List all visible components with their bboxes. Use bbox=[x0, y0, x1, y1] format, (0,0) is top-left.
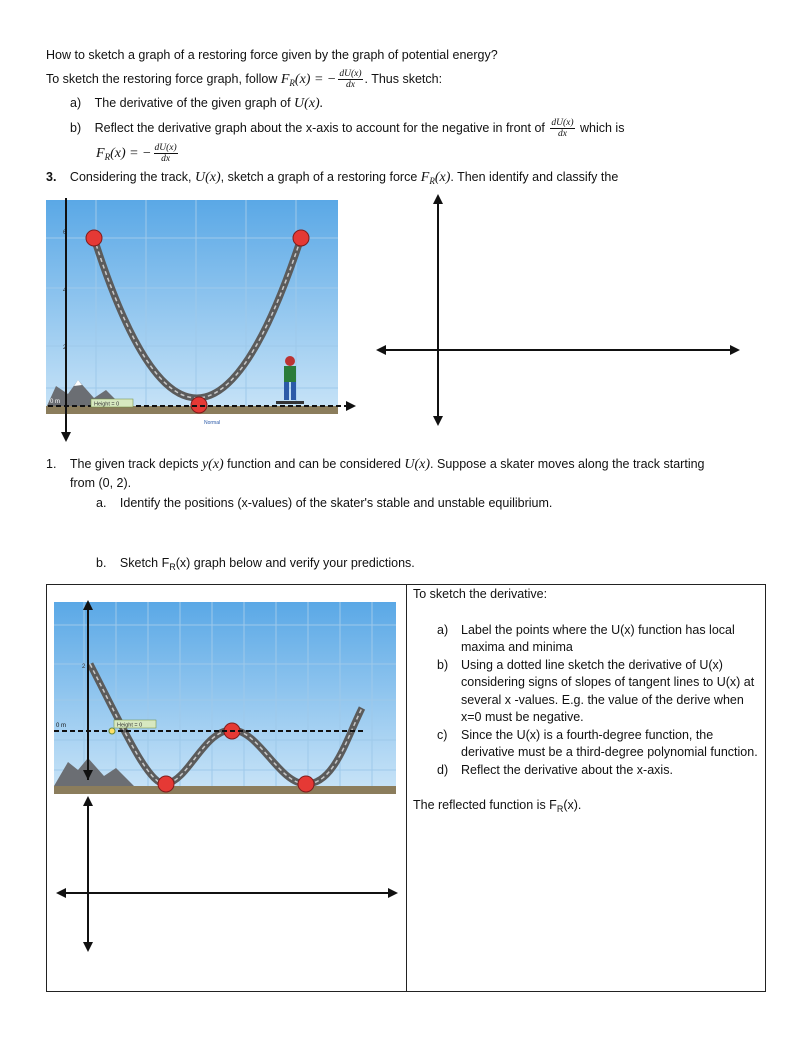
blank-axes-1-up-arrow bbox=[433, 194, 443, 204]
question-1 bbox=[46, 457, 705, 473]
blank-axes-1-down-arrow bbox=[433, 416, 443, 426]
notes-item-c bbox=[437, 727, 759, 762]
q1a-text: Identify the positions (x-values) of the skater's stable and unstable equilibrium. bbox=[119, 496, 553, 510]
q1b-marker: b. bbox=[96, 556, 107, 570]
intro-question bbox=[46, 48, 498, 62]
track-2-left-min bbox=[158, 776, 174, 792]
q1b-text-pre: Sketch F bbox=[119, 556, 170, 570]
notes-footer bbox=[413, 797, 759, 819]
q1-number: 1. bbox=[46, 457, 57, 471]
track-1-image bbox=[46, 198, 356, 442]
q3-text-post: . Then identify and classify the bbox=[450, 170, 619, 184]
display-fraction: $\frac{dU(x)}{dx}$ bbox=[154, 143, 177, 164]
item-b-post: which is bbox=[576, 120, 625, 135]
track-1-x-arrowhead bbox=[346, 401, 356, 411]
intro-line2-post: . Thus sketch: bbox=[364, 71, 443, 86]
question-1a bbox=[96, 496, 552, 510]
blank-axes-2-right-arrow bbox=[388, 888, 398, 898]
reference-marker bbox=[109, 728, 115, 734]
blank-axes-2-left-arrow bbox=[56, 888, 66, 898]
q3-text-pre: Considering the track, bbox=[69, 170, 195, 184]
item-a-marker: a) bbox=[70, 96, 82, 110]
notes-item-a-marker: a) bbox=[437, 622, 449, 637]
intro-formula-display bbox=[96, 143, 180, 164]
intro-item-a bbox=[70, 96, 323, 112]
zero-m-label-2: 0 m bbox=[56, 723, 67, 729]
q1-ux: U(x) bbox=[404, 457, 431, 472]
y-tick-2-label: 2 bbox=[82, 664, 86, 670]
track-1-y-arrowhead bbox=[61, 432, 71, 442]
intro-question-text: How to sketch a graph of a restoring force given by the graph of potential energy? bbox=[46, 48, 498, 62]
formula-fraction: $\frac{dU(x)}{dx}$ bbox=[339, 69, 362, 90]
intro-formula-line bbox=[46, 69, 442, 90]
item-b-marker: b) bbox=[70, 120, 82, 135]
notes-footer-pre: The reflected function is F bbox=[413, 798, 557, 812]
notes-item-c-marker: c) bbox=[437, 727, 448, 742]
box-divider bbox=[406, 584, 407, 992]
blank-axes-1-right-arrow bbox=[730, 345, 740, 355]
blank-axes-1 bbox=[376, 194, 740, 426]
notes-item-b-marker: b) bbox=[437, 657, 449, 672]
q1-text-mid: function and can be considered bbox=[223, 457, 405, 471]
q1-text-post: . Suppose a skater moves along the track starting bbox=[430, 457, 705, 471]
q1a-marker: a. bbox=[96, 496, 107, 510]
q3-text-mid: , sketch a graph of a restoring force bbox=[220, 170, 421, 184]
q1-text-pre: The given track depicts bbox=[69, 457, 202, 471]
item-b-fraction: $\frac{dU(x)}{dx}$ bbox=[551, 118, 574, 139]
track-1-left-control bbox=[86, 230, 102, 246]
notes-footer-post: (x). bbox=[563, 798, 582, 812]
notes-footer-sub: R bbox=[556, 804, 564, 814]
question-1b bbox=[96, 556, 415, 572]
q3-ux: U(x) bbox=[194, 170, 221, 185]
question-1-line2 bbox=[70, 476, 131, 490]
notes-heading: To sketch the derivative: bbox=[413, 587, 548, 601]
blank-axes-2-up-arrow bbox=[83, 796, 93, 806]
notes-item-a-text: Label the points where the U(x) function has local maxima and minima bbox=[461, 622, 735, 654]
derivative-notes bbox=[413, 586, 759, 819]
q3-fr: $F_R(x)$ bbox=[420, 170, 451, 186]
item-a-math: U(x). bbox=[294, 96, 324, 111]
item-a-text: The derivative of the given graph of bbox=[94, 96, 295, 110]
blank-axes-2-down-arrow bbox=[83, 942, 93, 952]
y-tick-4: 4 bbox=[63, 288, 67, 294]
y-tick-2: 2 bbox=[63, 345, 67, 351]
notes-item-b-text: Using a dotted line sketch the derivative of U(x) considering signs of slopes of tangent lines to U(x) at several x -values. E.g. the value of the derive when x=0 must be negative. bbox=[461, 657, 755, 724]
y-tick-6: 6 bbox=[63, 230, 67, 236]
blank-axes-1-left-arrow bbox=[376, 345, 386, 355]
track-2-image bbox=[54, 600, 396, 796]
track-2-right-min bbox=[298, 776, 314, 792]
intro-line2-pre: To sketch the restoring force graph, follow bbox=[46, 71, 281, 86]
item-b-text: Reflect the derivative graph about the x-axis to account for the negative in front of bbox=[94, 120, 549, 135]
notes-item-a bbox=[437, 622, 759, 657]
track-1-right-control bbox=[293, 230, 309, 246]
normal-label: Normal bbox=[204, 420, 221, 426]
display-lhs: $F_R(x)$ = − bbox=[96, 145, 152, 162]
q3-number: 3. bbox=[46, 170, 57, 184]
formula-lhs: $F_R(x)$ = − bbox=[280, 71, 337, 88]
height-label: Height = 0 bbox=[94, 401, 120, 408]
question-3 bbox=[46, 170, 618, 186]
zero-m-label: 0 m bbox=[50, 399, 61, 405]
intro-item-b bbox=[70, 118, 624, 139]
notes-item-d-marker: d) bbox=[437, 762, 449, 777]
blank-axes-2 bbox=[56, 796, 398, 952]
notes-item-d-text: Reflect the derivative about the x-axis. bbox=[461, 762, 673, 777]
q1b-sub: R bbox=[169, 562, 176, 572]
q1-line2: from (0, 2). bbox=[70, 476, 132, 490]
notes-list bbox=[413, 622, 759, 780]
q1-yx: y(x) bbox=[201, 457, 224, 472]
ground-2 bbox=[54, 786, 396, 794]
notes-item-c-text: Since the U(x) is a fourth-degree function, the derivative must be a third-degree polynomial function. bbox=[461, 727, 758, 759]
q1b-text-post: (x) graph below and verify your predictions. bbox=[175, 556, 415, 570]
height-label-2: Height = 0 bbox=[117, 722, 143, 729]
notes-item-d bbox=[437, 762, 759, 780]
notes-item-b bbox=[437, 657, 759, 727]
